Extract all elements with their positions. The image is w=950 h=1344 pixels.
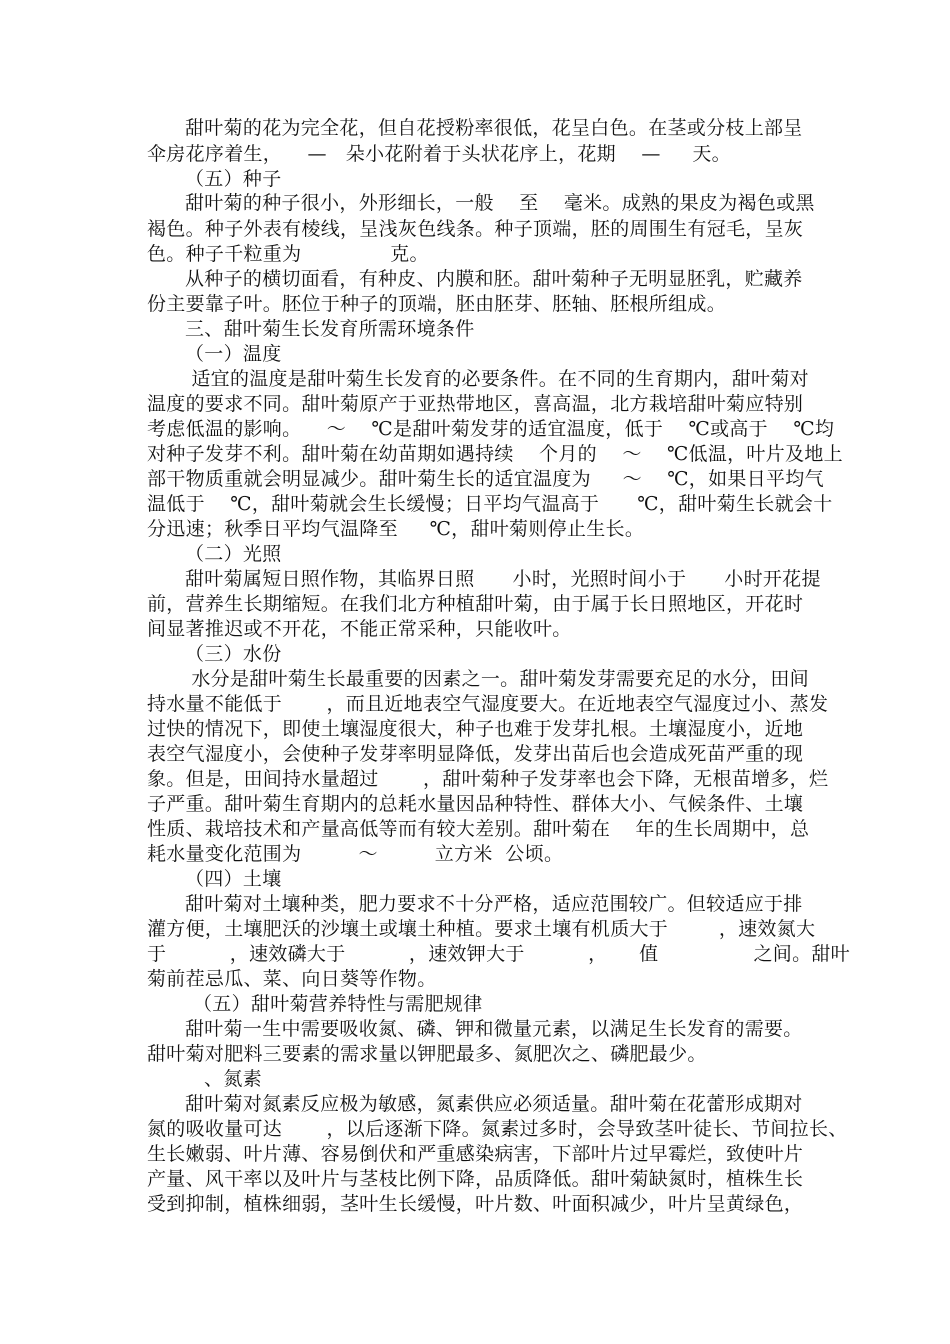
section-heading: （四）土壤 xyxy=(185,868,282,890)
paragraph-line: 灌方便，土壤肥沃的沙壤土或壤土种植。要求土壤有机质大于 ，速效氮大 xyxy=(147,918,816,940)
paragraph-line: 性质、栽培技术和产量高低等而有较大差别。甜叶菊在 年的生长周期中，总 xyxy=(147,818,810,840)
paragraph-line: 甜叶菊的种子很小，外形细长，一般 至 毫米。成熟的果皮为褐色或黑 xyxy=(185,192,815,214)
chapter-heading: 三、甜叶菊生长发育所需环境条件 xyxy=(185,318,475,340)
paragraph-line: 甜叶菊对氮素反应极为敏感，氮素供应必须适量。甜叶菊在花蕾形成期对 xyxy=(185,1093,803,1115)
paragraph-line: 甜叶菊属短日照作物，其临界日照 小时，光照时间小于 小时开花提 xyxy=(185,568,821,590)
paragraph-line: 水分是甜叶菊生长最重要的因素之一。甜叶菊发芽需要充足的水分，田间 xyxy=(185,668,809,690)
paragraph-line: 间显著推迟或不开花，不能正常采种，只能收叶。 xyxy=(147,618,572,640)
paragraph-line: 温度的要求不同。甜叶菊原产于亚热带地区，喜高温，北方栽培甜叶菊应特别 xyxy=(147,393,804,415)
paragraph-line: 对种子发芽不利。甜叶菊在幼苗期如遇持续 个月的 ～ ℃低温，叶片及地上 xyxy=(147,443,843,465)
paragraph-line: 甜叶菊对肥料三要素的需求量以钾肥最多、氮肥次之、磷肥最少。 xyxy=(147,1043,707,1065)
paragraph-line: 甜叶菊的花为完全花，但自花授粉率很低，花呈白色。在茎或分枝上部呈 xyxy=(185,117,803,139)
paragraph-line: 前，营养生长期缩短。在我们北方种植甜叶菊，由于属于长日照地区，开花时 xyxy=(147,593,804,615)
paragraph-line: 部干物质重就会明显减少。甜叶菊生长的适宜温度为 ～ ℃，如果日平均气 xyxy=(147,468,824,490)
section-heading: （五）种子 xyxy=(185,168,282,190)
paragraph-line: 甜叶菊一生中需要吸收氮、磷、钾和微量元素，以满足生长发育的需要。 xyxy=(185,1018,803,1040)
paragraph-line: 过快的情况下，即使土壤湿度很大，种子也难于发芽扎根。土壤湿度小，近地 xyxy=(147,718,804,740)
paragraph-line: 于 ，速效磷大于 ，速效钾大于 ， 值 之间。甜叶 xyxy=(147,943,850,965)
paragraph-line: 象。但是，田间持水量超过 ，甜叶菊种子发芽率也会下降，无根苗增多，烂 xyxy=(147,768,829,790)
paragraph-line: 考虑低温的影响。 ～ ℃是甜叶菊发芽的适宜温度，低于 ℃或高于 ℃均 xyxy=(147,418,835,440)
paragraph-line: 色。种子千粒重为 克。 xyxy=(147,243,429,265)
subsection-heading: 、氮素 xyxy=(185,1068,262,1090)
section-heading: （二）光照 xyxy=(185,543,282,565)
section-heading: （五）甜叶菊营养特性与需肥规律 xyxy=(193,993,483,1015)
paragraph-line: 甜叶菊对土壤种类，肥力要求不十分严格，适应范围较广。但较适应于排 xyxy=(185,893,803,915)
section-heading: （一）温度 xyxy=(185,343,282,365)
paragraph-line: 适宜的温度是甜叶菊生长发育的必要条件。在不同的生育期内，甜叶菊对 xyxy=(185,368,809,390)
paragraph-line: 生长嫩弱、叶片薄、容易倒伏和严重感染病害，下部叶片过早霉烂，致使叶片 xyxy=(147,1143,804,1165)
paragraph-line: 分迅速；秋季日平均气温降至 ℃，甜叶菊则停止生长。 xyxy=(147,518,645,540)
paragraph-line: 持水量不能低于 ，而且近地表空气湿度要大。在近地表空气湿度过小、蒸发 xyxy=(147,693,829,715)
paragraph-line: 耗水量变化范围为 ～ 立方米 公顷。 xyxy=(147,843,564,865)
section-heading: （三）水份 xyxy=(185,643,282,665)
paragraph-line: 从种子的横切面看，有种皮、内膜和胚。甜叶菊种子无明显胚乳，贮藏养 xyxy=(185,268,803,290)
paragraph-line: 产量、风干率以及叶片与茎枝比例下降，品质降低。甜叶菊缺氮时，植株生长 xyxy=(147,1168,804,1190)
paragraph-line: 氮的吸收量可达 ，以后逐渐下降。氮素过多时，会导致茎叶徒长、节间拉长、 xyxy=(147,1118,848,1140)
paragraph-line: 菊前茬忌瓜、菜、向日葵等作物。 xyxy=(147,968,437,990)
paragraph-line: 子严重。甜叶菊生育期内的总耗水量因品种特性、群体大小、气候条件、土壤 xyxy=(147,793,804,815)
paragraph-line: 受到抑制，植株细弱，茎叶生长缓慢，叶片数、叶面积减少，叶片呈黄绿色， xyxy=(147,1193,804,1215)
paragraph-line: 温低于 ℃，甜叶菊就会生长缓慢；日平均气温高于 ℃，甜叶菊生长就会十 xyxy=(147,493,833,515)
paragraph-line: 伞房花序着生， — 朵小花附着于头状花序上，花期 — 天。 xyxy=(147,143,731,165)
paragraph-line: 表空气湿度小，会使种子发芽率明显降低，发芽出苗后也会造成死苗严重的现 xyxy=(147,743,804,765)
paragraph-line: 份主要靠子叶。胚位于种子的顶端，胚由胚芽、胚轴、胚根所组成。 xyxy=(147,293,727,315)
paragraph-line: 褐色。种子外表有棱线，呈浅灰色线条。种子顶端，胚的周围生有冠毛，呈灰 xyxy=(147,218,804,240)
